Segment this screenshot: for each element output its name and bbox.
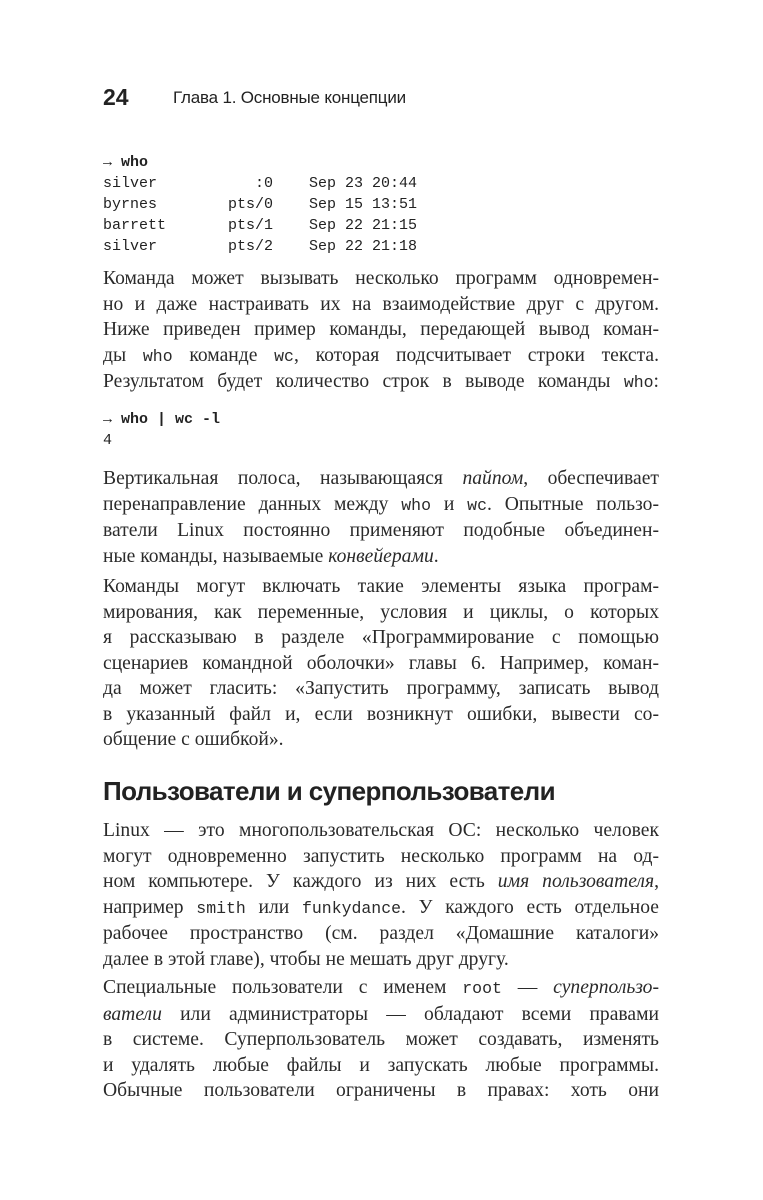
- code-block-who: [103, 152, 417, 257]
- paragraph-multiuser: Linux — это многопользовательская ОС: несколько человек могут одновременно запустить несколько программ на од- ном компьютере. У каждого из них есть имя пользователя, например smith или funkydance. У каждого есть отдельное рабочее пространство (см. раздел «Домашние каталоги» далее в этой главе), чтобы не мешать друг другу.: [103, 820, 660, 970]
- paragraph-superuser: Специальные пользователи с именем root — суперпользо- ватели или администраторы — обладают всеми правами в системе. Суперпользователь может создавать, изменять и удалять любые файлы и запускать любые программы. Обычные пользователи ограничены в правах: хоть они: [103, 977, 659, 1101]
- output-row: byrnes pts/0 Sep 15 13:51: [103, 196, 418, 213]
- paragraph-programming: Команды могут включать такие элементы языка програм- мирования, как переменные, условия и циклы, о которых я рассказываю в разделе «Программирование с помощью сценариев командной оболочки» главы 6. Например, коман- да может гласить: «Запустить программу, записать вывод в указанный файл и, если возникнут ошибки, вывести со- общение с ошибкой».: [103, 576, 659, 750]
- section-heading: Пользователи и суперпользователи: [103, 776, 555, 806]
- command-line: → who: [103, 154, 149, 171]
- chapter-title: Глава 1. Основные концепции: [173, 88, 406, 107]
- command-line: → who | wc -l: [103, 411, 221, 428]
- page-number: 24: [103, 84, 129, 110]
- paragraph-pipe: Вертикальная полоса, называющаяся пайпом, обеспечивает перенаправление данных между who и wc. Опытные пользо- ватели Linux постоянно применяют подобные объединен- ные команды, называемые конвейерами.: [103, 468, 659, 567]
- output-row: barrett pts/1 Sep 22 21:15: [103, 217, 418, 234]
- paragraph-commands: Команда может вызывать несколько программ одновремен- но и даже настраивать их на взаимодействие друг с другом. Ниже приведен пример команды, передающей вывод коман- ды who команде wc, которая подсчитывает строки текста. Результатом будет количество строк в выводе команды who:: [103, 268, 659, 392]
- output-row: silver :0 Sep 23 20:44: [103, 175, 418, 192]
- code-block-pipe: [103, 409, 220, 451]
- output-row: silver pts/2 Sep 22 21:18: [103, 238, 418, 255]
- output-row: 4: [103, 432, 113, 449]
